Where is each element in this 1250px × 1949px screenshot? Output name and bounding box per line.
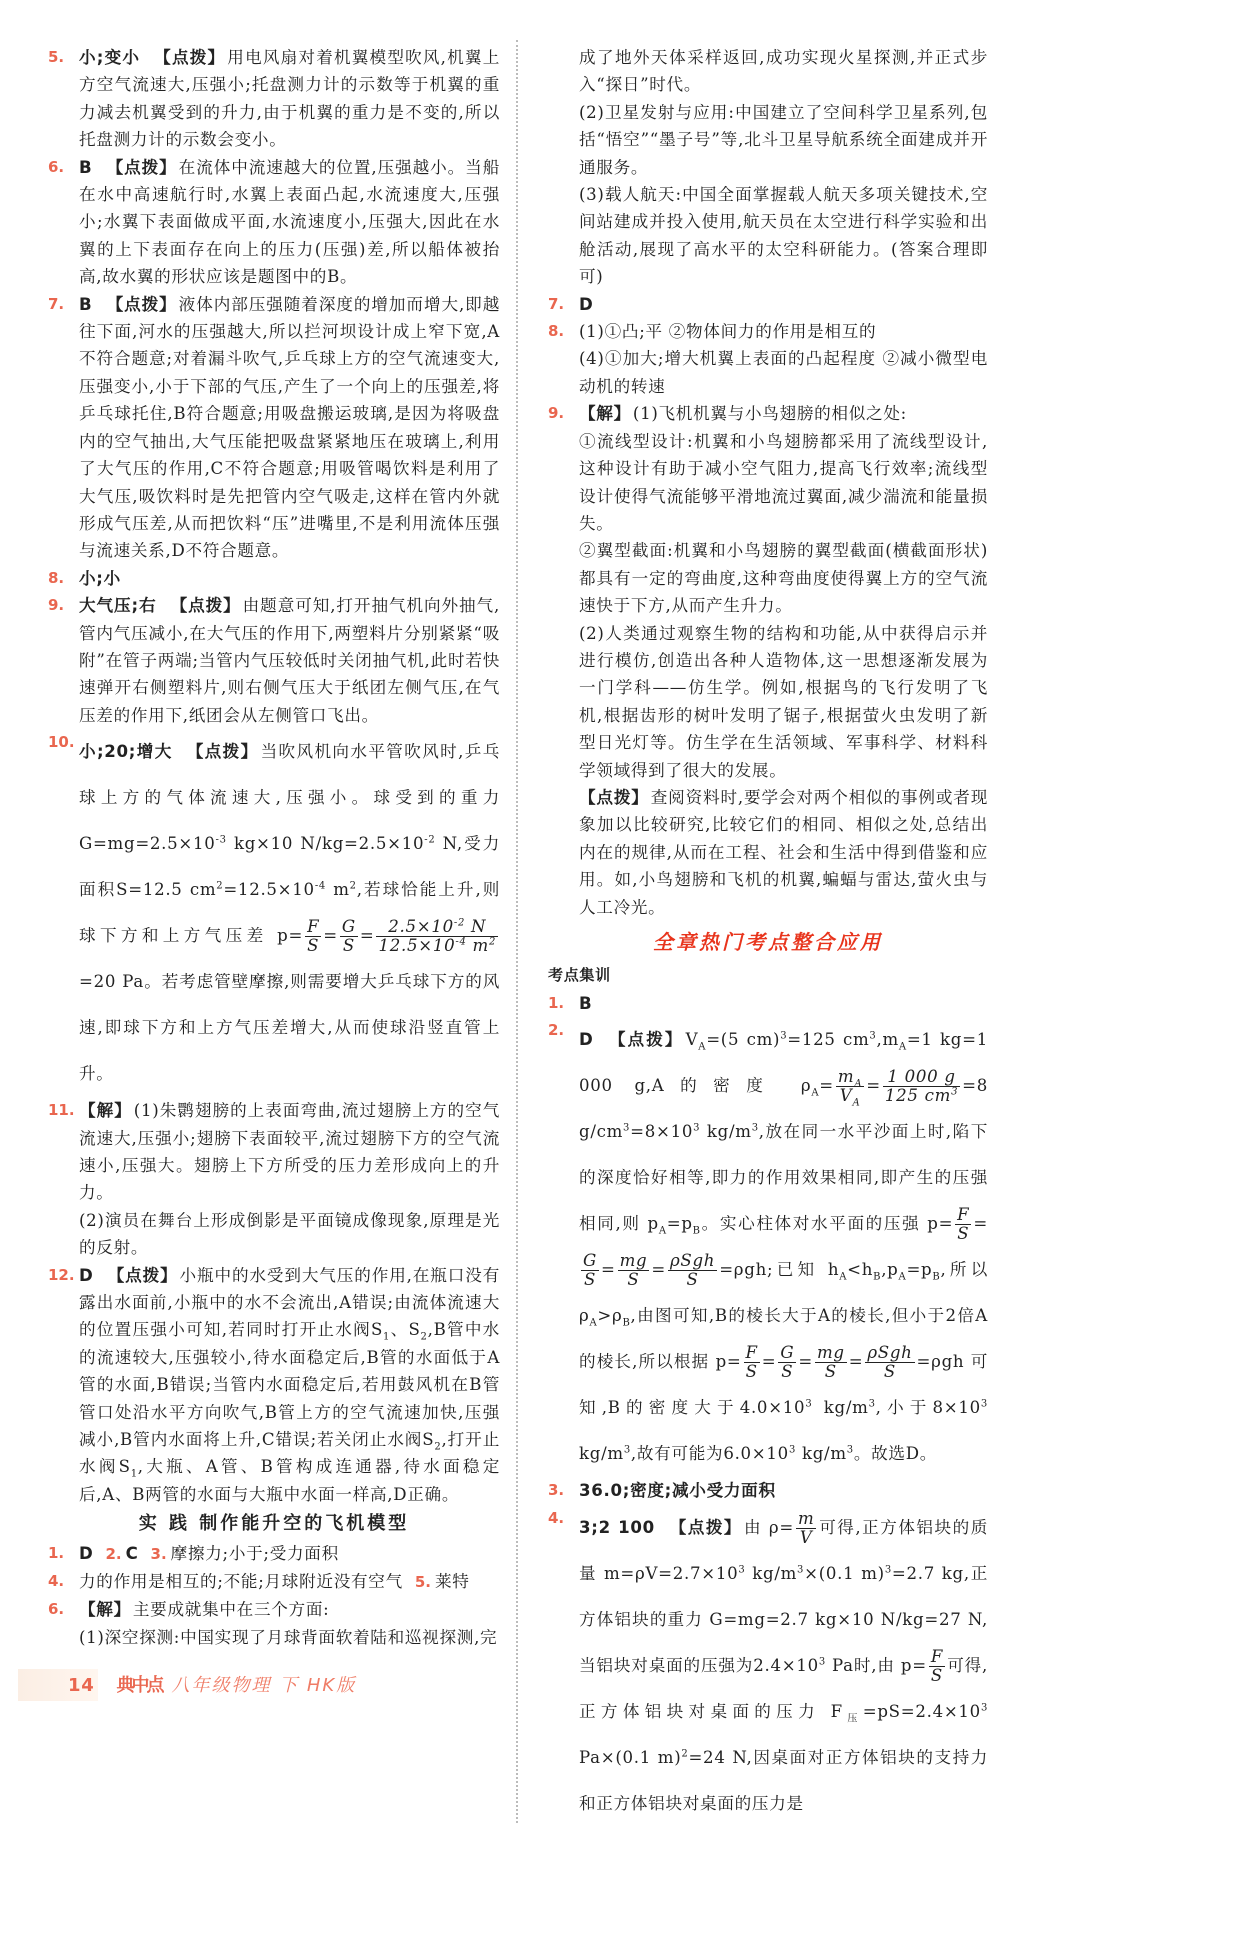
superscript: 3 [623, 1444, 631, 1456]
item-number: 10. [48, 733, 75, 752]
practice-heading: 实 践 制作能升空的飞机模型 [138, 1513, 410, 1535]
item-paragraph: (1)①凸;平 ②物体间力的作用是相互的 [579, 322, 877, 342]
fraction-numerator: ρSgh [867, 1343, 913, 1363]
item-paragraph [579, 291, 988, 318]
item-paragraph: (2)演员在舞台上形成倒影是平面镜成像现象,原理是光的反射。 [79, 1210, 500, 1258]
item-tag: 【点拨】 [107, 1265, 178, 1285]
item-answer: 莱特 [435, 1572, 470, 1592]
item-paragraph: (2)人类通过观察生物的结构和功能,从中获得启示并进行模仿,创造出各种人造物体,这一思想逐渐发展为一门学科——仿生学。例如,根据鸟的飞行发明了飞机,根据齿形的树叶发明了锯子,根据萤火虫发明了新型日光灯等。仿生学在生活领域、军事科学、材料科学领域得到了很大的发展。 [579, 623, 988, 780]
answer-item [548, 990, 988, 1017]
fraction [929, 1648, 945, 1685]
subscript: B [932, 1271, 941, 1283]
item-number: 5. [48, 48, 65, 66]
subscript: A [854, 1078, 863, 1090]
item-answer: D [579, 1030, 594, 1050]
superscript: 3 [980, 1398, 988, 1410]
fraction [955, 1206, 971, 1243]
superscript: 3 [846, 1444, 854, 1456]
subscript: 压 [842, 1712, 863, 1724]
superscript: 2 [216, 880, 224, 892]
fraction-denominator: V [799, 1527, 813, 1547]
item-paragraph: 小;变小 【点拨】 用电风扇对着机翼模型吹风,机翼上方空气流速大,压强小;托盘测力计的示数等于机翼的重力减去机翼受到的升力,由于机翼的重力是不变的,所以托盘测力计的示数会变小。 [79, 48, 500, 150]
item-number: 12. [48, 1265, 75, 1284]
subscript: A [658, 1225, 667, 1237]
item-tag: 【解】 [579, 404, 631, 424]
fraction [744, 1344, 760, 1381]
fraction-numerator: F [957, 1205, 970, 1225]
right-column [548, 44, 988, 1827]
answer-item [48, 565, 500, 592]
item-number: 7. [548, 294, 565, 313]
fraction-denominator: S [686, 1270, 699, 1290]
answer-item [48, 291, 500, 565]
superscript: 2 [681, 1748, 689, 1760]
superscript: 2 [488, 936, 496, 948]
fraction-denominator: $V_A$ [839, 1086, 861, 1109]
fraction-numerator: mg [816, 1343, 845, 1363]
item-tag: 【点拨】 [186, 742, 259, 762]
fraction-numerator: 1 000 g [883, 1068, 960, 1087]
item-answer: D [579, 294, 594, 314]
subscript: A [898, 1271, 907, 1283]
answer-item [548, 1017, 988, 1477]
item-paragraph: (4)①加大;增大机翼上表面的凸起程度 ②减小微型电动机的转速 [579, 349, 988, 396]
item-answer: 力的作用是相互的;不能;月球附近没有空气 [79, 1572, 403, 1592]
item-answer: 小;小 [79, 568, 121, 588]
fraction-denominator: S [930, 1665, 943, 1685]
item-paragraph: ②翼型截面:机翼和小鸟翅膀的翼型截面(横截面形状)都具有一定的弯曲度,这种弯曲度使得翼上方的空气流速快于下方,从而产生升力。 [579, 541, 988, 616]
answer-item [548, 1477, 988, 1504]
item-tag: 【解】 [79, 1101, 132, 1121]
fraction-numerator: $2.5\times 10^{-2}$ N [376, 918, 498, 937]
fraction-numerator: F [745, 1343, 758, 1363]
fraction-numerator: F [307, 917, 320, 937]
fraction-denominator: $12.5\times 10^{-4}$ $m^2$ [378, 936, 496, 956]
answer-row [48, 1568, 500, 1596]
fraction-denominator: S [781, 1362, 794, 1382]
fraction-denominator: S [745, 1362, 758, 1382]
item-number: 7. [48, 294, 65, 313]
subscript: A [698, 1041, 707, 1053]
fraction-numerator: F [930, 1646, 944, 1666]
answer-item [548, 1505, 988, 1827]
item-paragraph [579, 1477, 988, 1504]
item-answer: D [79, 1543, 94, 1563]
item-number: 11. [48, 1101, 75, 1120]
brand-logo: 典中点 [116, 1674, 162, 1696]
item-paragraph [579, 990, 988, 1017]
superscript: 3 [951, 1086, 959, 1098]
item-tag: 【点拨】 [170, 596, 241, 616]
item-answer: 36.0;密度;减小受力面积 [579, 1481, 776, 1501]
item-number: 1. [548, 993, 565, 1012]
item-answer: B [79, 157, 93, 177]
item-number: 9. [548, 404, 565, 423]
subscript: B [622, 1317, 631, 1329]
superscript: 3 [805, 1398, 813, 1410]
left-column [48, 44, 500, 1705]
book-title: 八年级物理 下 HK版 [171, 1674, 357, 1696]
item-paragraph: 成了地外天体采样返回,成功实现火星探测,并正式步入“探日”时代。 [579, 48, 988, 95]
fraction [865, 1344, 914, 1381]
item-paragraph: D 【点拨】 $V_A=(5$ cm)$^3$=125 $cm^3,m_A=1$ kg=1 000 g,A的密度 $\rho_A=$ $\frac{m_A}{V_A}$ = $\frac{1 000 g}{125 cm^3}$ =8 $g/cm^3=8\times 10^3$ $kg/m^3$,放在同一水平沙面上时,陷下的深度恰好相等,即力的作用效果相同,即产生的压强相同,则 $p_A=p_B$。实心柱体对水平面的压强 p= $\frac{F}{S}$ = $\frac{G}{S}$ = $\frac{mg}{S}$ = $\frac{\text{ρSgh}}{S}$ =ρgh;已知 $h_A<h_B,p_A=p_B$,所以 $\rho_A>\rho_B$,由图可知,B的棱长大于A的棱长,但小于2倍A的棱长,所以根据 p= $\frac{F}{S}$ = $\frac{G}{S}$ = $\frac{mg}{S}$ = $\frac{\text{ρSgh}}{S}$ =ρgh 可知,B的密度大于$4.0\times 10^3$ $kg/m^3$,小于$8\times 10^3$ $kg/m^3$,故有可能为$6.0\times 10^3$ $kg/m^3$。故选D。 [579, 1030, 989, 1464]
chapter-subheading: 考点集训 [548, 966, 611, 985]
item-paragraph: (1)深空探测:中国实现了月球背面软着陆和巡视探测,完 [79, 1627, 498, 1647]
answer-item [548, 318, 988, 400]
superscript: -4 [314, 880, 326, 892]
superscript: -2 [453, 917, 466, 929]
item-paragraph: D 【点拨】 小瓶中的水受到大气压的作用,在瓶口没有露出水面前,小瓶中的水不会流出,A错误;由流体流速大的位置压强小可知,若同时打开止水阀$S_1$、$S_2,B$管中水的流速较大,压强较小,待水面稳定后,B管的水面低于A管的水面,B错误;当管内水面稳定后,若用鼓风机在B管管口处沿水平方向吹气,B管上方的空气流速加快,压强减小,B管内水面将上升,C错误;若关闭止水阀$S_2$,打开止水阀$S_1$,大瓶、A管、B管构成连通器,待水面稳定后,A、B两管的水面与大瓶中水面一样高,D正确。 [79, 1265, 501, 1504]
fraction [778, 1344, 796, 1381]
item-answer: 大气压;右 [79, 596, 157, 616]
item-number: 2. [548, 1021, 565, 1040]
fraction-numerator: G [341, 917, 356, 937]
fraction-numerator: mg [619, 1251, 648, 1271]
item-number: 4. [48, 1572, 65, 1591]
item-number: 5. [414, 1573, 432, 1592]
item-paragraph: 大气压;右 【点拨】 由题意可知,打开抽气机向外抽气,管内气压减小,在大气压的作用下,两塑料片分别紧紧“吸附”在管子两端;当管内气压较低时关闭抽气机,此时若快速弹开右侧塑料片,则右侧气压大于纸团左侧气压,在气压差的作用下,纸团会从左侧管口飞出。 [79, 596, 501, 725]
fraction [305, 918, 321, 955]
superscript: 3 [780, 1030, 788, 1042]
answer-item [548, 291, 988, 318]
item-number: 3. [548, 1481, 565, 1500]
item-number: 8. [48, 568, 65, 587]
fraction-denominator: S [342, 936, 355, 956]
fraction-numerator: ρSgh [669, 1251, 716, 1271]
page-number: 14 [68, 1674, 95, 1696]
answer-item [48, 1097, 500, 1261]
item-paragraph: (2)卫星发射与应用:中国建立了空间科学卫星系列,包括“悟空”“墨子号”等,北斗卫星导航系统全面建成并开通服务。 [579, 102, 988, 177]
item-answer: 3;2 100 [579, 1517, 655, 1537]
subscript: 2 [420, 1331, 428, 1343]
tip-paragraph: 【点拨】 查阅资料时,要学会对两个相似的事例或者现象加以比较研究,比较它们的相同、相似之处,总结出内在的规律,从而在工程、社会和生活中得到借鉴和应用。如,小鸟翅膀和飞机的机翼,蝙蝠与雷达,萤火虫与人工冷光。 [579, 787, 988, 917]
superscript: 3 [623, 1122, 631, 1134]
fraction [668, 1252, 717, 1289]
item-answer: B [579, 993, 593, 1013]
item-paragraph: 小;20;增大 【点拨】 当吹风机向水平管吹风时,乒乓球上方的气体流速大,压强小。球受到的重力$G=mg=2.5\times 10^{-3}$ kg×10 $N/kg=2.5\times 10^{-2}$ N,受力面积S=12.5 $cm^2=12.5\times 10^{-4}$ $m^2$,若球恰能上升,则球下方和上方气压差 p= $\frac{F}{S}$ = $\frac{G}{S}$ = $\frac{2.5\times 10^{-2} N}{12.5\times 10^{-4} m^2}$ =20 Pa。若考虑管壁摩擦,则需要增大乒乓球下方的风速,即球下方和上方气压差增大,从而使球沿竖直管上升。 [79, 742, 501, 1084]
fraction [883, 1068, 960, 1105]
superscript: -2 [424, 834, 436, 846]
item-tag: 【点拨】 [106, 157, 177, 177]
item-answer: C [125, 1543, 139, 1563]
fraction-numerator: $m_A$ [837, 1067, 863, 1090]
fraction [836, 1067, 864, 1109]
fraction-numerator: G [583, 1251, 597, 1271]
fraction [340, 918, 358, 955]
item-paragraph: 【解】 (1)飞机机翼与小鸟翅膀的相似之处: [579, 404, 907, 424]
fraction [815, 1344, 847, 1381]
subscript: B [873, 1271, 882, 1283]
fraction-denominator: S [307, 936, 320, 956]
superscript: 3 [818, 1656, 826, 1668]
item-answer: 小;20;增大 [79, 742, 173, 762]
superscript: 3 [693, 1122, 701, 1134]
superscript: 3 [797, 1564, 805, 1576]
subscript: A [839, 1271, 848, 1283]
item-tag: 【解】 [79, 1600, 131, 1620]
item-number: 3. [150, 1544, 167, 1563]
item-number: 8. [548, 322, 565, 341]
item-number: 2. [105, 1544, 122, 1563]
item-paragraph: 【解】 (1)朱鹮翅膀的上表面弯曲,流过翅膀上方的空气流速大,压强小;翅膀下表面较平,流过翅膀下方的空气流速小,压强大。翅膀上下方所受的压力差形成向上的升力。 [79, 1101, 500, 1203]
column-divider [516, 40, 518, 1823]
item-paragraph: B 【点拨】 液体内部压强随着深度的增加而增大,即越往下面,河水的压强越大,所以拦河坝设计成上窄下宽,A不符合题意;对着漏斗吹气,乒乓球上方的空气流速变大,压强变小,小于下部的气压,产生了一个向上的压强差,将乒乓球托住,B符合题意;用吸盘搬运玻璃,是因为将吸盘内的空气抽出,大气压能把吸盘紧紧地压在玻璃上,利用了大气压的作用,C不符合题意;用吸管喝饮料是利用了大气压,吸饮料时是先把管内空气吸走,这样在管内外就形成气压差,从而把饮料“压”进嘴里,不是利用流体压强与流速关系,D不符合题意。 [79, 294, 500, 561]
item-number: 4. [548, 1508, 565, 1527]
item-answer: 摩擦力;小于;受力面积 [170, 1543, 339, 1563]
fraction-denominator: S [883, 1362, 896, 1382]
page-footer [18, 1665, 518, 1705]
fraction [618, 1252, 650, 1289]
subscript: 2 [434, 1441, 442, 1453]
answer-row [48, 1540, 500, 1568]
subscript: A [589, 1317, 598, 1329]
item-paragraph: 【解】 主要成就集中在三个方面: [79, 1600, 330, 1620]
superscript: -4 [455, 936, 467, 948]
answer-item [48, 1262, 500, 1509]
item-number: 1. [48, 1543, 65, 1562]
item-number: 6. [48, 157, 65, 176]
item-paragraph: ①流线型设计:机翼和小鸟翅膀都采用了流线型设计,这种设计有助于减小空气阻力,提高飞行效率;流线型设计使得气流能够平滑地流过翼面,减少湍流和能量损失。 [579, 431, 988, 533]
item-tag: 【点拨】 [668, 1517, 743, 1537]
item-answer: B [79, 294, 93, 314]
superscript: 3 [788, 1444, 796, 1456]
answer-item [48, 44, 500, 154]
superscript: 3 [884, 1564, 892, 1576]
answer-item [548, 400, 988, 921]
answer-item-continued [548, 44, 988, 291]
item-number: 6. [48, 1600, 65, 1619]
item-answer: 小;变小 [79, 48, 141, 67]
answer-item [48, 729, 500, 1097]
superscript: 3 [738, 1564, 746, 1576]
fraction-denominator: 125 $cm^3$ [884, 1086, 959, 1106]
fraction [796, 1510, 816, 1547]
answer-item [48, 154, 500, 291]
item-tag: 【点拨】 [607, 1030, 684, 1050]
superscript: 3 [868, 1398, 876, 1410]
subscript: A [811, 1087, 820, 1099]
fraction-denominator: S [627, 1270, 640, 1290]
fraction [581, 1252, 599, 1289]
item-tag: 【点拨】 [579, 787, 649, 807]
item-number: 9. [48, 596, 65, 615]
fraction-numerator: m [797, 1508, 815, 1528]
fraction-denominator: S [824, 1362, 837, 1382]
subscript: A [898, 1041, 907, 1053]
superscript: -3 [215, 834, 227, 846]
subscript: 1 [130, 1468, 138, 1480]
item-tag: 【点拨】 [154, 48, 226, 67]
fraction [376, 918, 498, 955]
answer-item [48, 592, 500, 729]
superscript: 3 [751, 1122, 759, 1134]
subscript: A [852, 1097, 861, 1109]
subscript: 1 [383, 1331, 391, 1343]
item-paragraph [79, 565, 500, 592]
superscript: 2 [349, 880, 357, 892]
item-paragraph: 3;2 100 【点拨】 由 ρ= $\frac{m}{V}$ 可得,正方体铝块的质量 $m=\rho V=2.7\times 10^3$ $kg/m^3\times(0.1$ m)$^3$=2.7 kg,正方体铝块的重力 G=mg=2.7 kg×10 N/kg=27 N,当铝块对桌面的压强为$2.4\times 10^3$ Pa时,由 p= $\frac{F}{S}$ 可得,正方体铝块对桌面的压力 $F_压=pS=2.4\times 10^3$ Pa×(0.1 m)$^2$=24 N,因桌面对正方体铝块的支持力和正方体铝块对桌面的压力是 [579, 1508, 989, 1813]
fraction-denominator: S [583, 1270, 597, 1290]
superscript: 3 [869, 1030, 877, 1042]
item-answer: D [79, 1265, 94, 1285]
item-paragraph: (3)载人航天:中国全面掌握载人航天多项关键技术,空间站建成并投入使用,航天员在太空进行科学实验和出舱活动,展现了高水平的太空科研能力。(答案合理即可) [579, 185, 988, 287]
chapter-heading: 全章热门考点整合应用 [653, 930, 883, 954]
fraction-numerator: G [780, 1343, 795, 1363]
subscript: B [692, 1225, 701, 1237]
item-paragraph: B 【点拨】 在流体中流速越大的位置,压强越小。当船在水中高速航行时,水翼上表面凸起,水流速度大,压强小;水翼下表面做成平面,水流速度小,压强大,因此在水翼的上下表面存在向上的压力(压强)差,所以船体被抬高,故水翼的形状应该是题图中的B。 [79, 157, 500, 287]
fraction-denominator: S [957, 1224, 970, 1244]
superscript: 3 [980, 1702, 989, 1714]
answer-item [48, 1596, 500, 1651]
item-tag: 【点拨】 [106, 294, 177, 314]
